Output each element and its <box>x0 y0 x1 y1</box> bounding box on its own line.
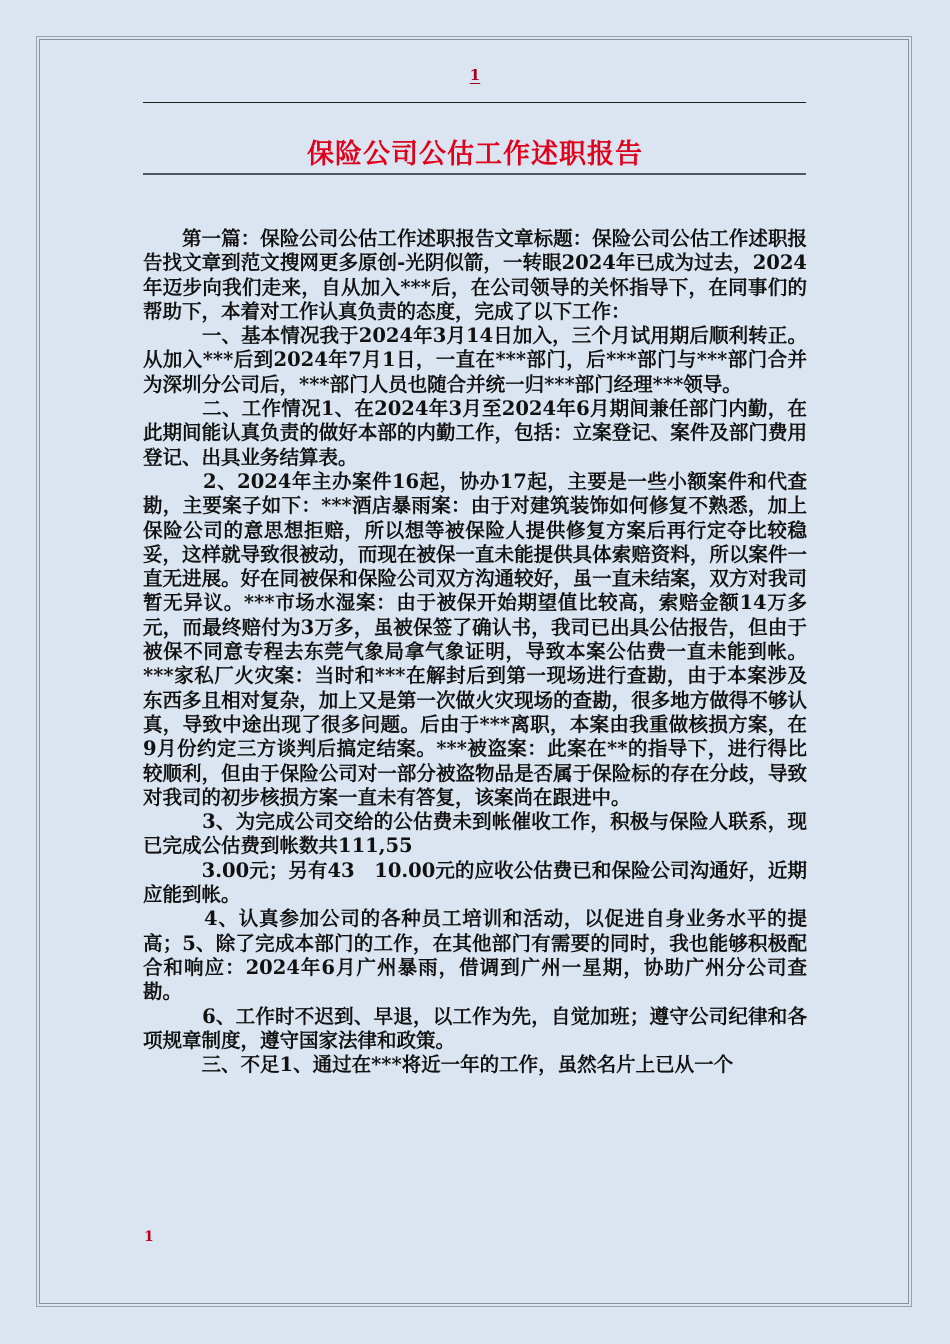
paragraph-cases: 2、2024年主办案件16起，协办17起，主要是一些小额案件和代查勘，主要案子如下：***酒店暴雨案：由于对建筑装饰如何修复不熟悉，加上保险公司的意思想拒赔，所以想等被保险人提供修复方案后再行定夺比较稳妥，这样就导致很被动，而现在被保一直未能提供具体索赔资料，所以案件一直无进展。好在同被保和保险公司双方沟通较好，虽一直未结案，双方对我司暂无异议。***市场水湿案：由于被保开始期望值比较高，索赔金额14万多元，而最终赔付为3万多，虽被保签了确认书，我司已出具公估报告，但由于被保不同意专程去东莞气象局拿气象证明，导致本案公估费一直未能到帐。***家私厂火灾案：当时和***在解封后到第一现场进行查勘，由于本案涉及东西多且相对复杂，加上又是第一次做火灾现场的查勘，很多地方做得不够认真，导致中途出现了很多问题。后由于***离职，本案由我重做核损方案，在9月份约定三方谈判后搞定结案。***被盗案：此案在**的指导下，进行得比较顺利，但由于保险公司对一部分被盗物品是否属于保险标的存在分歧，导致对我司的初步核损方案一直未有答复，该案尚在跟进中。 <box>143 469 807 809</box>
document-body <box>143 227 807 1077</box>
header-page-number: 1 <box>469 66 481 84</box>
document-title: 保险公司公估工作述职报告 <box>307 139 643 170</box>
paragraph-shortcomings: 三、不足1、通过在***将近一年的工作，虽然名片上已从一个 <box>143 1053 734 1077</box>
footer-page-number: 1 <box>144 1229 154 1245</box>
paragraph-basic-info: 一、基本情况我于2024年3月14日加入，三个月试用期后顺利转正。从加入***后到2024年7月1日，一直在***部门，后***部门与***部门合并为深圳分公司后，***部门人员也随合并统一归***部门经理***领导。 <box>143 324 807 396</box>
paragraph-fee-collection-cont: 3.00元；另有43 10.00元的应收公估费已和保险公司沟通好，近期应能到帐。 <box>143 858 807 907</box>
header-divider <box>143 102 806 103</box>
paragraph-intro: 第一篇：保险公司公估工作述职报告文章标题：保险公司公估工作述职报告找文章到范文搜网更多原创-光阴似箭，一转眼2024年已成为过去，2024年迈步向我们走来，自从加入***后，在公司领导的关怀指导下，在同事们的帮助下，本着对工作认真负责的态度，完成了以下工作： <box>143 227 807 323</box>
paragraph-fee-collection: 3、为完成公司交给的公估费未到帐催收工作，积极与保险人联系，现已完成公估费到帐数共111,55 <box>143 810 807 858</box>
paragraph-training: 4、认真参加公司的各种员工培训和活动，以促进自身业务水平的提高；5、除了完成本部门的工作，在其他部门有需要的同时，我也能够积极配合和响应：2024年6月广州暴雨，借调到广州一星期，协助广州分公司查勘。 <box>143 907 807 1004</box>
paragraph-work-status: 二、工作情况1、在2024年3月至2024年6月期间兼任部门内勤，在此期间能认真负责的做好本部的内勤工作，包括：立案登记、案件及部门费用登记、出具业务结算表。 <box>143 397 807 469</box>
paragraph-discipline: 6、工作时不迟到、早退，以工作为先，自觉加班；遵守公司纪律和各项规章制度，遵守国家法律和政策。 <box>143 1004 807 1052</box>
title-divider <box>143 173 806 175</box>
